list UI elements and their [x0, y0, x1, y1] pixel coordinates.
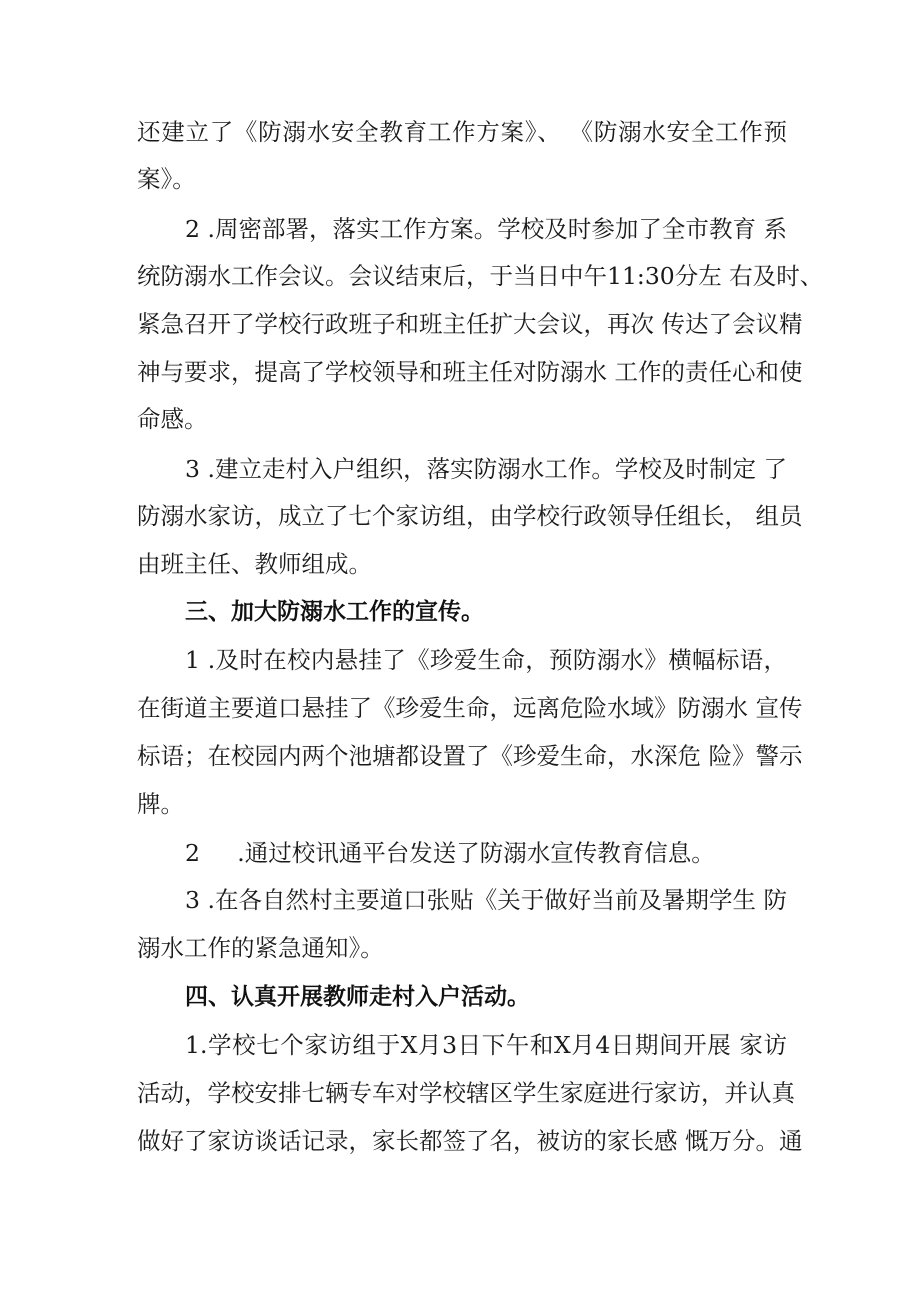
text-line: 3 .在各自然村主要道口张贴《关于做好当前及暑期学生 防: [185, 886, 787, 914]
section-heading: 四、认真开展教师走村入户活动。: [185, 984, 530, 1010]
text-line: 做好了家访谈话记录，家长都签了名，被访的家长感 慨万分。通: [137, 1127, 803, 1155]
text-line: 2 .通过校讯通平台发送了防溺水宣传教育信息。: [185, 839, 715, 867]
text-line: 1 .及时在校内悬挂了《珍爱生命，预防溺水》横幅标语，: [185, 646, 787, 674]
text-line: 标语；在校园内两个池塘都设置了《珍爱生命，水深危 险》警示: [137, 742, 803, 770]
text-line: 在街道主要道口悬挂了《珍爱生命，远离危险水域》防溺水 宣传: [137, 694, 803, 722]
text-line: 活动，学校安排七辆专车对学校辖区学生家庭进行家访，并认真: [137, 1079, 795, 1107]
text-line: 还建立了《防溺水安全教育工作方案》、 《防溺水安全工作预: [137, 118, 787, 146]
text-line: 3 .建立走村入户组织，落实防溺水工作。学校及时制定 了: [185, 455, 787, 483]
text-line: 防溺水家访，成立了七个家访组，由学校行政领导任组长， 组员: [137, 502, 803, 530]
text-line: 2 .周密部署，落实工作方案。学校及时参加了全市教育 系: [185, 215, 787, 243]
text-line: 1.学校七个家访组于X月3日下午和X月4日期间开展 家访: [185, 1031, 787, 1059]
text-line: 牌。: [137, 790, 184, 818]
text-line: 统防溺水工作会议。会议结束后，于当日中午11:30分左 右及时、: [137, 262, 824, 290]
text-line: 紧急召开了学校行政班子和班主任扩大会议，再次 传达了会议精: [137, 310, 803, 338]
section-heading: 三、加大防溺水工作的宣传。: [185, 599, 484, 625]
text-line: 神与要求，提高了学校领导和班主任对防溺水 工作的责任心和使: [137, 358, 803, 386]
text-line: 案》。: [137, 165, 196, 193]
text-line: 命感。: [137, 405, 208, 433]
text-line: 由班主任、教师组成。: [137, 550, 372, 578]
text-line: 溺水工作的紧急通知》。: [137, 934, 384, 962]
